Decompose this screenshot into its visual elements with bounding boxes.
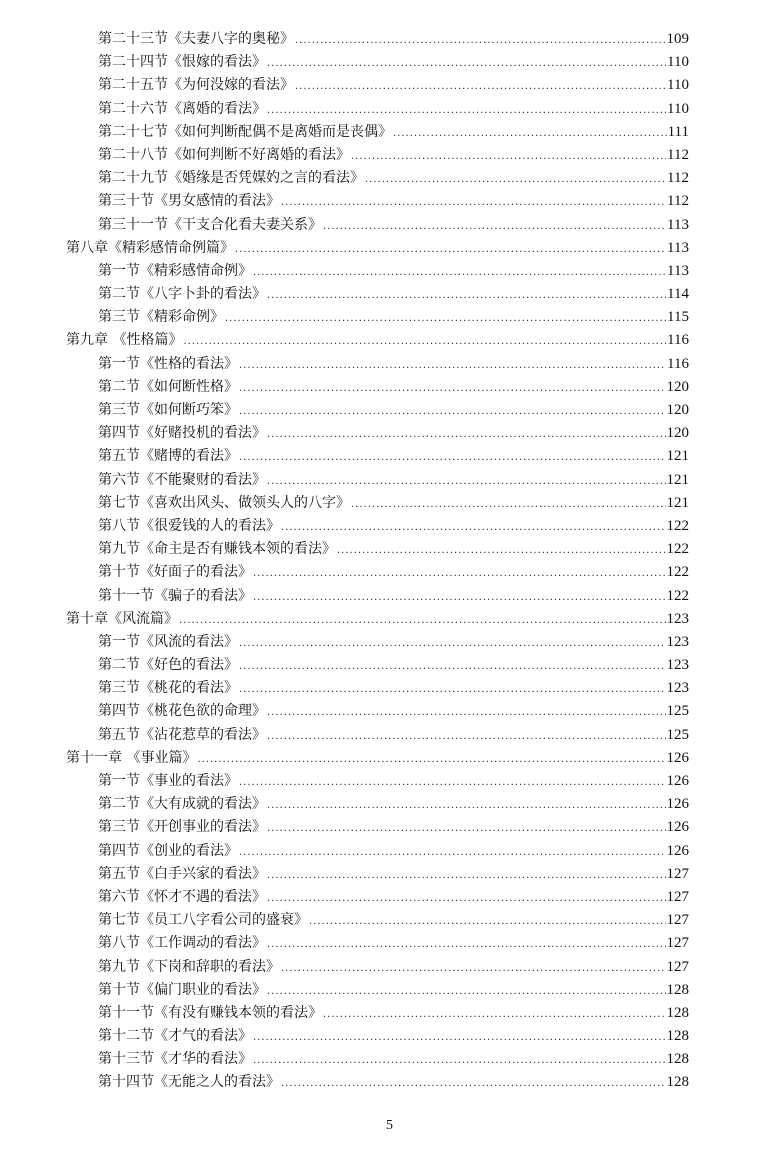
toc-entry-title: 第四节《好赌投机的看法》 bbox=[98, 425, 266, 442]
toc-chapter-entry[interactable] bbox=[66, 237, 689, 260]
toc-dot-leader bbox=[239, 678, 666, 701]
toc-entry-title: 第二十六节《离婚的看法》 bbox=[98, 100, 266, 117]
toc-entry-page: 128 bbox=[666, 981, 689, 998]
toc-entry-title: 第三十节《男女感情的看法》 bbox=[98, 193, 280, 210]
toc-entry-title: 第十章《风流篇》 bbox=[66, 610, 178, 627]
toc-entry-page: 128 bbox=[666, 1051, 689, 1068]
toc-dot-leader bbox=[239, 400, 666, 423]
toc-dot-leader bbox=[197, 748, 665, 771]
toc-entry-page: 113 bbox=[667, 262, 689, 279]
toc-dot-leader bbox=[309, 910, 666, 933]
toc-dot-leader bbox=[253, 586, 666, 609]
toc-dot-leader bbox=[267, 725, 666, 748]
toc-entry-title: 第二十七节《如何判断配偶不是离婚而是丧偶》 bbox=[98, 123, 392, 140]
toc-entry-page: 126 bbox=[666, 819, 689, 836]
toc-section-entry[interactable] bbox=[66, 561, 689, 584]
toc-entry-page: 116 bbox=[667, 355, 689, 372]
toc-entry-title: 第二十三节《夫妻八字的奥秘》 bbox=[98, 31, 294, 47]
toc-entry-page: 120 bbox=[666, 402, 689, 418]
toc-entry-title: 第二节《如何断性格》 bbox=[98, 378, 238, 395]
toc-section-entry[interactable] bbox=[66, 515, 689, 538]
toc-entry-page: 127 bbox=[666, 888, 689, 905]
toc-section-entry[interactable] bbox=[66, 144, 689, 167]
toc-entry-title: 第九节《命主是否有赚钱本领的看法》 bbox=[98, 541, 336, 558]
toc-entry-title: 第八节《工作调动的看法》 bbox=[98, 935, 266, 952]
toc-dot-leader bbox=[267, 933, 666, 956]
toc-dot-leader bbox=[267, 284, 666, 307]
toc-dot-leader bbox=[295, 29, 666, 52]
toc-dot-leader bbox=[295, 75, 666, 98]
toc-section-entry[interactable] bbox=[66, 909, 689, 932]
toc-entry-page: 126 bbox=[666, 749, 689, 766]
toc-chapter-entry[interactable] bbox=[66, 329, 689, 352]
toc-entry-title: 第十四节《无能之人的看法》 bbox=[98, 1074, 280, 1091]
toc-section-entry[interactable] bbox=[66, 74, 689, 97]
toc-entry-page: 123 bbox=[666, 657, 689, 674]
toc-entry-page: 122 bbox=[666, 517, 689, 534]
toc-section-entry[interactable] bbox=[66, 492, 689, 515]
toc-entry-title: 第十二节《才气的看法》 bbox=[98, 1028, 252, 1045]
toc-section-entry[interactable] bbox=[66, 190, 689, 213]
toc-entry-title: 第六节《怀才不遇的看法》 bbox=[98, 888, 266, 905]
toc-section-entry[interactable] bbox=[66, 469, 689, 492]
toc-section-entry[interactable] bbox=[66, 979, 689, 1002]
toc-entry-title: 第二十八节《如何判断不好离婚的看法》 bbox=[98, 146, 350, 163]
toc-entry-page: 121 bbox=[666, 448, 689, 465]
toc-dot-leader bbox=[239, 354, 666, 377]
toc-dot-leader bbox=[281, 191, 666, 214]
toc-entry-title: 第五节《白手兴家的看法》 bbox=[98, 865, 266, 882]
toc-entry-title: 第一节《性格的看法》 bbox=[98, 355, 238, 372]
toc-entry-title: 第九章 《性格篇》 bbox=[66, 332, 183, 349]
toc-entry-title: 第三节《桃花的看法》 bbox=[98, 680, 238, 697]
toc-entry-title: 第二节《八字卜卦的看法》 bbox=[98, 286, 266, 303]
toc-entry-title: 第一节《风流的看法》 bbox=[98, 633, 238, 650]
toc-dot-leader bbox=[351, 145, 666, 168]
toc-entry-title: 第十一章 《事业篇》 bbox=[66, 749, 197, 766]
toc-dot-leader bbox=[267, 794, 666, 817]
toc-dot-leader bbox=[239, 446, 666, 469]
toc-entry-page: 110 bbox=[667, 77, 689, 94]
toc-entry-title: 第二十四节《恨嫁的看法》 bbox=[98, 54, 266, 71]
toc-entry-page: 110 bbox=[667, 100, 689, 117]
toc-entry-title: 第四节《桃花色欲的命理》 bbox=[98, 703, 266, 720]
toc-section-entry[interactable] bbox=[66, 886, 689, 909]
toc-entry-title: 第三十一节《干支合化看夫妻关系》 bbox=[98, 216, 322, 233]
toc-entry-page: 126 bbox=[666, 773, 689, 789]
toc-entry-title: 第十三节《才华的看法》 bbox=[98, 1051, 252, 1068]
toc-entry-page: 128 bbox=[666, 1004, 689, 1021]
toc-dot-leader bbox=[179, 609, 666, 632]
toc-entry-page: 127 bbox=[666, 935, 689, 952]
toc-entry-title: 第二节《好色的看法》 bbox=[98, 657, 238, 674]
toc-section-entry[interactable] bbox=[66, 98, 689, 121]
toc-section-entry[interactable] bbox=[66, 306, 689, 329]
toc-entry-page: 125 bbox=[666, 726, 689, 743]
toc-entry-title: 第八节《很爱钱的人的看法》 bbox=[98, 517, 280, 534]
toc-dot-leader bbox=[281, 516, 666, 539]
toc-entry-title: 第六节《不能聚财的看法》 bbox=[98, 471, 266, 488]
toc-section-entry[interactable] bbox=[66, 1002, 689, 1025]
toc-entry-title: 第七节《喜欢出风头、做领头人的八字》 bbox=[98, 494, 350, 511]
toc-dot-leader bbox=[239, 632, 666, 655]
toc-section-entry[interactable] bbox=[66, 167, 689, 190]
toc-section-entry[interactable] bbox=[66, 677, 689, 700]
toc-dot-leader bbox=[239, 841, 666, 864]
toc-section-entry[interactable] bbox=[66, 1071, 689, 1094]
page-number: 5 bbox=[386, 1118, 393, 1133]
toc-dot-leader bbox=[267, 980, 666, 1003]
toc-section-entry[interactable] bbox=[66, 724, 689, 747]
toc-entry-title: 第一节《事业的看法》 bbox=[98, 773, 238, 789]
toc-dot-leader bbox=[267, 701, 666, 724]
toc-dot-leader bbox=[351, 493, 666, 516]
toc-entry-page: 121 bbox=[666, 494, 689, 511]
toc-entry-page: 112 bbox=[667, 146, 689, 163]
toc-entry-page: 123 bbox=[666, 680, 689, 697]
toc-dot-leader bbox=[267, 52, 666, 75]
toc-dot-leader bbox=[253, 1026, 666, 1049]
toc-entry-title: 第三节《如何断巧笨》 bbox=[98, 402, 238, 418]
toc-entry-title: 第八章《精彩感情命例篇》 bbox=[66, 239, 234, 256]
toc-entry-page: 127 bbox=[666, 865, 689, 882]
toc-section-entry[interactable] bbox=[66, 932, 689, 955]
toc-entry-title: 第十节《好面子的看法》 bbox=[98, 564, 252, 581]
toc-dot-leader bbox=[281, 957, 666, 980]
toc-section-entry[interactable] bbox=[66, 422, 689, 445]
toc-section-entry[interactable] bbox=[66, 353, 689, 376]
toc-chapter-entry[interactable] bbox=[66, 608, 689, 631]
toc-dot-leader bbox=[225, 307, 666, 330]
toc-entry-page: 128 bbox=[666, 1074, 689, 1091]
toc-entry-page: 112 bbox=[667, 193, 689, 210]
toc-section-entry[interactable] bbox=[66, 260, 689, 283]
toc-dot-leader bbox=[267, 99, 666, 122]
toc-entry-page: 121 bbox=[666, 471, 689, 488]
toc-entry-page: 127 bbox=[666, 912, 689, 929]
toc-entry-page: 122 bbox=[666, 541, 689, 558]
toc-dot-leader bbox=[323, 215, 666, 238]
toc-entry-page: 110 bbox=[667, 54, 689, 71]
toc-entry-title: 第五节《沾花惹草的看法》 bbox=[98, 726, 266, 743]
toc-entry-title: 第一节《精彩感情命例》 bbox=[98, 262, 252, 279]
toc-dot-leader bbox=[239, 771, 666, 794]
toc-dot-leader bbox=[337, 539, 666, 562]
toc-dot-leader bbox=[267, 887, 666, 910]
toc-section-entry[interactable] bbox=[66, 445, 689, 468]
toc-entry-page: 113 bbox=[667, 216, 689, 233]
toc-dot-leader bbox=[267, 423, 666, 446]
toc-dot-leader bbox=[267, 817, 666, 840]
toc-entry-page: 126 bbox=[666, 842, 689, 859]
toc-dot-leader bbox=[253, 562, 666, 585]
toc-section-entry[interactable] bbox=[66, 770, 689, 793]
toc-entry-page: 120 bbox=[666, 425, 689, 442]
toc-dot-leader bbox=[365, 168, 666, 191]
toc-entry-title: 第二节《大有成就的看法》 bbox=[98, 796, 266, 813]
toc-dot-leader bbox=[183, 330, 666, 353]
toc-dot-leader bbox=[239, 655, 666, 678]
toc-entry-title: 第十一节《骗子的看法》 bbox=[98, 587, 252, 604]
toc-entry-title: 第二十五节《为何没嫁的看法》 bbox=[98, 77, 294, 94]
toc-entry-page: 126 bbox=[666, 796, 689, 813]
toc-dot-leader bbox=[253, 1049, 666, 1072]
toc-entry-page: 123 bbox=[666, 610, 689, 627]
toc-dot-leader bbox=[253, 261, 666, 284]
toc-section-entry[interactable] bbox=[66, 376, 689, 399]
toc-entry-title: 第十一节《有没有赚钱本领的看法》 bbox=[98, 1004, 322, 1021]
toc-dot-leader bbox=[239, 377, 666, 400]
toc-section-entry[interactable] bbox=[66, 1048, 689, 1071]
toc-section-entry[interactable] bbox=[66, 283, 689, 306]
toc-section-entry[interactable] bbox=[66, 214, 689, 237]
toc-section-entry[interactable] bbox=[66, 51, 689, 74]
toc-chapter-entry[interactable] bbox=[66, 747, 689, 770]
toc-entry-page: 116 bbox=[667, 332, 689, 349]
table-of-contents bbox=[66, 28, 689, 1095]
toc-dot-leader bbox=[393, 122, 667, 145]
toc-section-entry[interactable] bbox=[66, 956, 689, 979]
toc-entry-title: 第三节《开创事业的看法》 bbox=[98, 819, 266, 836]
toc-section-entry[interactable] bbox=[66, 793, 689, 816]
toc-dot-leader bbox=[281, 1072, 666, 1095]
toc-entry-page: 122 bbox=[666, 564, 689, 581]
toc-entry-page: 127 bbox=[666, 958, 689, 975]
toc-dot-leader bbox=[267, 864, 666, 887]
toc-section-entry[interactable] bbox=[66, 121, 689, 144]
toc-entry-page: 111 bbox=[667, 123, 689, 140]
toc-entry-page: 112 bbox=[667, 170, 689, 187]
toc-entry-title: 第五节《赌博的看法》 bbox=[98, 448, 238, 465]
toc-dot-leader bbox=[235, 238, 666, 261]
toc-section-entry[interactable] bbox=[66, 700, 689, 723]
toc-entry-title: 第九节《下岗和辞职的看法》 bbox=[98, 958, 280, 975]
toc-entry-page: 109 bbox=[666, 31, 689, 47]
toc-entry-title: 第二十九节《婚缘是否凭媒妁之言的看法》 bbox=[98, 170, 364, 187]
toc-entry-page: 122 bbox=[666, 587, 689, 604]
toc-section-entry[interactable] bbox=[66, 654, 689, 677]
toc-entry-page: 114 bbox=[667, 286, 689, 303]
toc-dot-leader bbox=[267, 470, 666, 493]
toc-section-entry[interactable] bbox=[66, 538, 689, 561]
toc-entry-title: 第十节《偏门职业的看法》 bbox=[98, 981, 266, 998]
toc-entry-title: 第七节《员工八字看公司的盛衰》 bbox=[98, 912, 308, 929]
toc-entry-page: 128 bbox=[666, 1028, 689, 1045]
toc-entry-title: 第四节《创业的看法》 bbox=[98, 842, 238, 859]
toc-section-entry[interactable] bbox=[66, 28, 689, 51]
toc-section-entry[interactable] bbox=[66, 399, 689, 422]
toc-entry-page: 125 bbox=[666, 703, 689, 720]
toc-section-entry[interactable] bbox=[66, 863, 689, 886]
toc-section-entry[interactable] bbox=[66, 631, 689, 654]
toc-dot-leader bbox=[323, 1003, 666, 1026]
toc-section-entry[interactable] bbox=[66, 1025, 689, 1048]
toc-entry-page: 123 bbox=[666, 633, 689, 650]
toc-section-entry[interactable] bbox=[66, 585, 689, 608]
toc-section-entry[interactable] bbox=[66, 816, 689, 839]
toc-section-entry[interactable] bbox=[66, 840, 689, 863]
toc-entry-page: 115 bbox=[667, 309, 689, 326]
toc-entry-title: 第三节《精彩命例》 bbox=[98, 309, 224, 326]
toc-entry-page: 120 bbox=[666, 378, 689, 395]
toc-entry-page: 113 bbox=[667, 239, 689, 256]
